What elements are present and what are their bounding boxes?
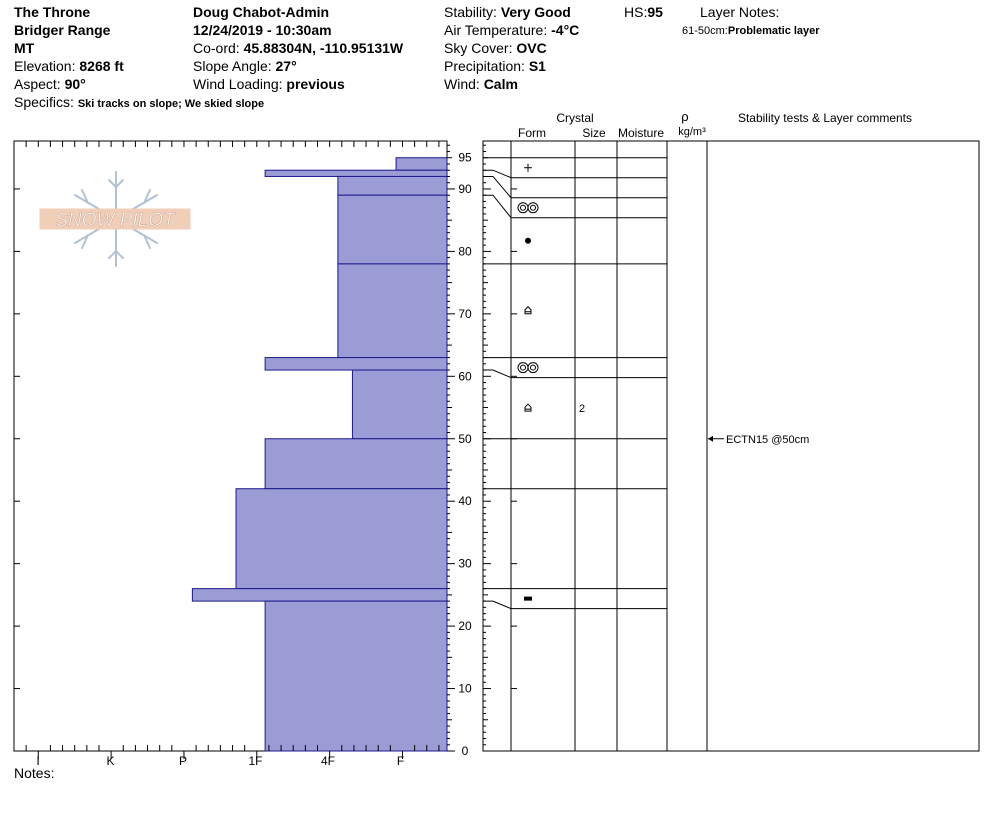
crystal-header: Crystal [556,111,594,125]
wind-label: Wind: [444,76,484,92]
elevation-label: Elevation: [14,58,80,74]
range-name: Bridger Range [14,22,111,38]
hardness-tick-label: I [36,754,40,768]
layer-connector [483,601,511,609]
hardness-bar-0 [396,158,447,170]
form-header: Form [518,126,546,140]
hardness-tick-label: K [106,754,115,768]
hardness-bar-3 [338,195,447,264]
hardness-bar-5 [265,358,447,370]
slope-label: Slope Angle: [193,58,276,74]
precip-value: S1 [528,58,546,74]
depth-tick-label: 70 [458,306,472,321]
wind-value: Calm [483,76,518,92]
hardness-bar-8 [236,489,447,589]
hardness-tick-label: F [396,754,405,768]
air-temp-label: Air Temperature: [444,22,552,38]
sky-value: OVC [516,40,547,56]
moisture-header: Moisture [617,126,665,140]
hardness-bars [192,158,447,751]
layer-connector [483,176,511,197]
layer-table-frame [483,141,979,751]
aspect-label: Aspect: [14,76,65,92]
hardness-tick-label: 4F [320,754,336,768]
depth-tick-label: 0 [461,744,469,758]
layer-connector [483,195,511,218]
hardness-bar-6 [352,370,447,439]
depth-tick-label: 20 [458,619,472,634]
hs-label: HS: [624,4,648,20]
size-header: Size [582,126,606,140]
layer-note-range: 61-50cm: [682,25,728,37]
observation-datetime: 12/24/2019 - 10:30am [193,22,332,38]
air-temp-value: -4°C [551,22,580,38]
density-unit: kg/m³ [678,126,706,138]
hardness-bar-4 [338,264,447,358]
hardness-bar-7 [265,439,447,489]
slope-value: 27° [275,58,297,74]
hardness-tick-label: P [178,754,188,768]
aspect-value: 90° [64,76,86,92]
hardness-bar-9 [192,589,447,601]
graupel-icon [525,238,531,244]
hardness-bar-1 [265,170,447,176]
depth-tick-label: 10 [458,681,472,696]
hardness-bar-10 [265,601,447,751]
state-name: MT [14,40,35,56]
surface-hoar-icon [518,363,538,373]
stability-label: Stability: [444,4,501,20]
observer-name: Doug Chabot-Admin [193,4,330,20]
ice-crust-icon [524,597,532,601]
specifics-value: Ski tracks on slope; We skied slope [77,98,265,110]
wind-loading-label: Wind Loading: [193,76,287,92]
coord-value: 45.88304N, -110.95131W [243,40,404,56]
faceted-icon [525,307,531,314]
depth-tick-label: 90 [458,181,472,196]
depth-tick-label: 50 [458,431,472,446]
density-symbol: ρ [681,109,689,124]
stability-comments-header: Stability tests & Layer comments [737,111,913,125]
crystal-size: 2 [578,403,586,416]
specifics-label: Specifics: [14,94,78,110]
hardness-tick-label: 1F [248,754,263,768]
depth-tick-label: 60 [458,369,472,384]
wind-loading-value: previous [286,76,345,92]
stability-tests [708,434,809,446]
hardness-bar-2 [338,176,447,195]
snowpilot-logo [40,172,190,266]
depth-tick-label: 95 [458,150,472,165]
precip-label: Precipitation: [444,58,529,74]
notes-label: Notes: [14,765,55,781]
surface-hoar-icon [518,203,538,213]
layer-notes-title: Layer Notes: [700,4,780,20]
coord-label: Co-ord: [193,40,244,56]
stability-value: Very Good [500,4,571,20]
snowpilot-logo-text: SNOW PILOT [55,210,175,231]
location-name: The Throne [14,4,91,20]
elevation-value: 8268 ft [79,58,124,74]
plus-icon [524,164,532,172]
depth-tick-label: 40 [458,494,472,509]
hs-value: 95 [647,4,663,20]
depth-tick-label: 30 [458,556,472,571]
arrow-head-icon [708,436,713,442]
stability-test-label: ECTN15 @50cm [726,433,810,446]
sky-label: Sky Cover: [444,40,517,56]
layer-note-text: Problematic layer [727,25,820,37]
faceted-icon [525,404,531,411]
depth-tick-label: 80 [458,244,472,259]
